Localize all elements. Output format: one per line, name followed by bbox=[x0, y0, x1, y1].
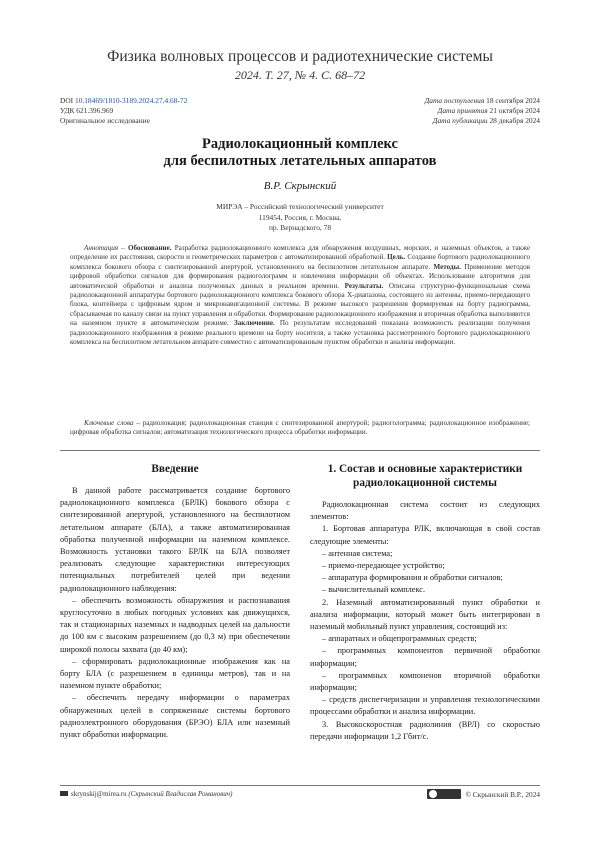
published-date: 28 декабря 2024 bbox=[489, 116, 540, 125]
affiliation-line1: МИРЭА – Российский технологический университет bbox=[216, 202, 384, 211]
keywords-dash: – bbox=[133, 419, 143, 427]
received-date: 18 сентября 2024 bbox=[486, 96, 540, 105]
author-email[interactable]: skrynskij@mirea.ru bbox=[71, 790, 127, 798]
section-divider bbox=[60, 450, 540, 451]
abstract-aim-label: Цель. bbox=[387, 253, 406, 262]
published-label: Дата публикации bbox=[432, 116, 488, 125]
keywords bbox=[70, 419, 530, 438]
abstract-methods: Применение методов цифровой обработки сигналов для формирования радиоголограмм и извлечения информации об объектах. Использование алгоритмов для автоматической обработки и анализа полученных данных в реальном времени. bbox=[70, 262, 530, 290]
abstract-background: Разработка радиолокационного комплекса для обнаружения воздушных, морских, и наземных объектов, а также определение их расстояния, скорости и геометрических параметров с автоматизированной обработкой. bbox=[70, 244, 530, 262]
section1-heading-line1: 1. Состав и основные характеристики bbox=[327, 463, 523, 475]
abstract-lead: Аннотация bbox=[84, 244, 119, 252]
abstract-results-label: Результаты. bbox=[344, 281, 384, 290]
section1-intro: Радиолокационная система состоит из следующих элементов: bbox=[310, 500, 540, 522]
footer-divider bbox=[60, 785, 540, 786]
keywords-text: радиолокация; радиолокационная станция с синтезированной апертурой; радиоголограмма; радиолокационное изображение; цифровая обработка сигналов; автоматизация технологического процесса обработки информации. bbox=[70, 419, 530, 437]
abstract-methods-label: Методы. bbox=[433, 262, 461, 271]
accepted-label: Дата принятия bbox=[437, 106, 488, 115]
section1-heading bbox=[310, 462, 540, 490]
intro-bullet-2: – сформировать радиолокационные изображения как на борту БЛА (с разрешением в единицы метров), так и на наземном пункте обработки; bbox=[60, 656, 290, 691]
footer-copyright bbox=[427, 789, 540, 799]
copyright-text: © Скрынский В.Р., 2024 bbox=[465, 790, 540, 799]
abstract-aim: Создание бортового радиолокационного комплекса бокового обзора с синтезированной апертурой, установленного на беспилотном летательном аппарате. bbox=[70, 253, 530, 271]
section1-item-2: 2. Наземный автоматизированный пункт обработки и анализа информации, который может быть интегрирован в наземный мобильный пункт управления, состоящий из: bbox=[310, 597, 540, 632]
accepted-date: 21 октября 2024 bbox=[489, 106, 540, 115]
section1-item-2c: – программных компоненов вторичной обработки информации; bbox=[310, 670, 540, 693]
section1-item-1a: – антенная система; bbox=[322, 548, 393, 558]
abstract bbox=[70, 244, 530, 347]
intro-bullet-3: – обеспечить передачу информации о параметрах обнаруженных целей в сопряженные системы бортового радиоэлектронного оборудования (БРЭО) БЛА или наземный пункт обработки информации. bbox=[60, 693, 290, 740]
section1-item-1d: – вычислительный комплекс. bbox=[322, 585, 426, 595]
mail-icon bbox=[60, 791, 68, 797]
affiliation bbox=[0, 202, 600, 234]
cc-license-icon[interactable] bbox=[427, 789, 461, 799]
journal-title: Физика волновых процессов и радиотехнические системы bbox=[107, 48, 493, 65]
intro-bullet-1: – обеспечить возможность обнаружения и распознавания круглосуточно в любых погодных условиях как движущихся, так и стационарных наземных и надводных целей на дальности до 100 км с высоким разрешением (до 0,3 м) при обеспечении широкой полосы захвата (до 40 км); bbox=[60, 595, 290, 654]
article-title bbox=[0, 136, 600, 170]
author: В.Р. Скрынский bbox=[263, 180, 337, 192]
article-type: Оригинальное исследование bbox=[60, 116, 150, 125]
journal-issue: 2024. Т. 27, № 4. С. 68–72 bbox=[234, 68, 366, 82]
section1-item-2b: – программных компонентов первичной обработки информации; bbox=[310, 646, 540, 668]
keywords-lead: Ключевые слова bbox=[84, 419, 134, 427]
article-dates bbox=[425, 96, 540, 126]
udc: УДК 621.396.969 bbox=[60, 106, 114, 115]
affiliation-line2: 119454, Россия, г. Москва, bbox=[258, 212, 342, 222]
section1-item-2a: – аппаратных и общепрограммных средств; bbox=[322, 634, 477, 644]
abstract-conclusion: По результатам исследований показана возможность реализации получения радиолокационного изображения в режиме реального времени на борту носителя, а также установка рассмотренного бортового радиолокационного комплекса на беспилотном летательном аппарате совместно с автоматизированным пунктом обработки и анализа информации. bbox=[70, 319, 530, 347]
doi-link[interactable]: 10.18469/1810-3189.2024.27.4.68-72 bbox=[75, 96, 188, 105]
section1-item-1c: – аппаратура формирования и обработки сигналов; bbox=[322, 573, 503, 583]
section1-item-3: 3. Высокоскоростная радиолиния (ВРЛ) со скоростью передачи информации 1,2 Гбит/с. bbox=[310, 719, 540, 741]
section1-item-2d: – средств диспетчеризации и управления технологическими процессами обработки и анализа информации. bbox=[310, 695, 540, 717]
right-column bbox=[310, 462, 540, 743]
section1-item-1b: – приемо-передающее устройство; bbox=[322, 561, 445, 571]
doi-label: DOI bbox=[60, 96, 74, 105]
abstract-dash: – bbox=[118, 244, 128, 252]
footer-contact bbox=[60, 790, 232, 798]
abstract-results: Описана структурно-функциональная схема радиолокационной аппаратуры бортового радиолокационного комплекса бокового обзора X-диапазона, состоящего из антенны, приемо-передающего блока, контейнера с цифровым ядром и микронавигационной системы. В режиме высокого разрешения формируемая на борту радиограмма, сбрасываемая по каналу связи на пункт управления и обработки. Формирование радиолокационного изображения и вторичная обработка выполняются на наземном пункте в автоматическом режиме. bbox=[70, 281, 531, 328]
intro-paragraph: В данной работе рассматривается создание бортового радиолокационного комплекса (БРЛК) бокового обзора с синтезированной апертурой, установленного на беспилотном летательном аппарате (БЛА), а также автоматизированная обработка полученной информации на наземном комплексе. Возможность установки такого БРЛК на БЛА позволяет реализовать следующие характеристики интересующих потенциальных потребителей целей при ведении радиолокационного наблюдения: bbox=[60, 486, 290, 593]
author-email-note: (Скрынский Владислав Романович) bbox=[128, 790, 233, 798]
article-meta-left bbox=[60, 96, 187, 126]
article-title-line1: Радиолокационный комплекс bbox=[202, 136, 398, 152]
intro-heading: Введение bbox=[151, 463, 199, 475]
article-title-line2: для беспилотных летательных аппаратов bbox=[163, 153, 437, 169]
affiliation-line3: пр. Вернадского, 78 bbox=[268, 223, 332, 232]
abstract-background-label: Обоснование. bbox=[127, 244, 172, 252]
left-column bbox=[60, 462, 290, 741]
received-label: Дата поступления bbox=[424, 96, 485, 105]
section1-heading-line2: радиолокационной системы bbox=[353, 477, 497, 489]
section1-item-1: 1. Бортовая аппаратура РЛК, включающая в свой состав следующие элементы: bbox=[310, 524, 540, 546]
abstract-conclusion-label: Заключение. bbox=[234, 319, 275, 328]
